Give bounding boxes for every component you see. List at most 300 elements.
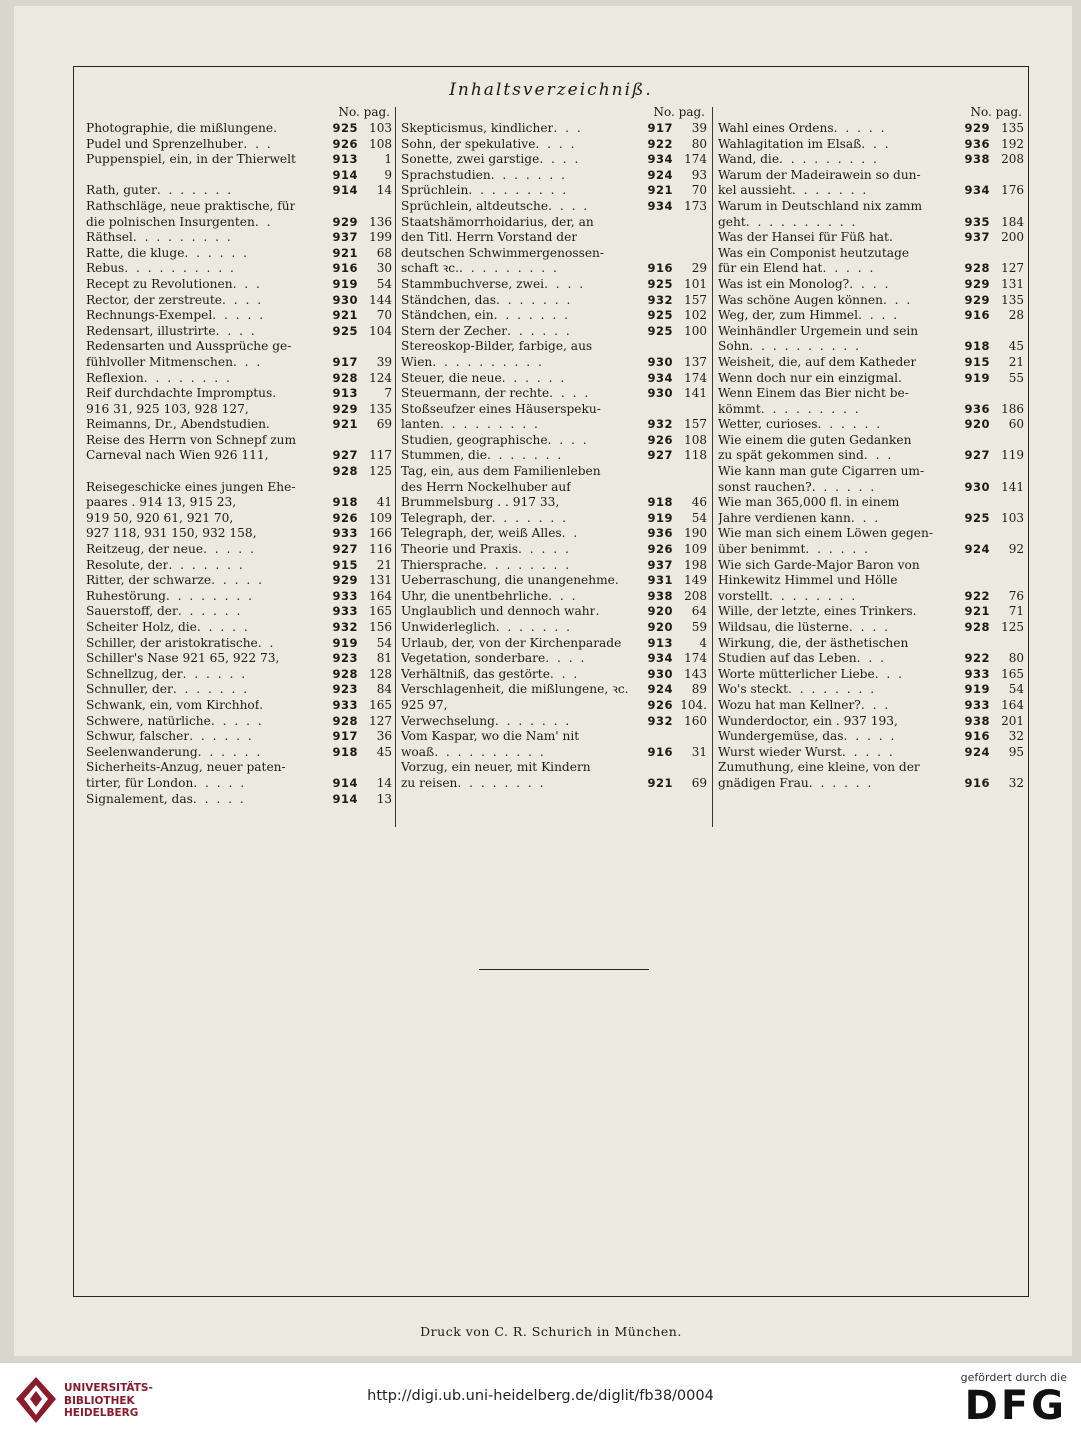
entry-title: über benimmt <box>718 542 806 557</box>
index-entry <box>86 417 392 433</box>
entry-issue-number: 919 <box>332 276 358 291</box>
entry-page: 190 <box>684 526 707 541</box>
entry-leader: . . . . . . . <box>168 557 245 572</box>
entry-leader: . . . . . . . . <box>788 682 877 697</box>
entry-title: Verwechselung <box>401 713 495 728</box>
entry-leader: . . . . . . . . . . <box>749 339 861 354</box>
index-entry <box>86 199 392 215</box>
entry-page: 54 <box>1008 682 1024 697</box>
entry-leader: . . . . . <box>203 542 256 557</box>
entry-page: 84 <box>376 682 392 697</box>
entry-leader: . . . . . . <box>817 417 883 432</box>
entry-leader: . . . . . <box>518 542 571 557</box>
entry-page: 4 <box>699 635 707 650</box>
entry-page: 141 <box>684 386 707 401</box>
entry-title: Scheiter Holz, die <box>86 620 197 634</box>
entry-page: 100 <box>684 323 707 338</box>
entry-page: 7 <box>384 386 392 401</box>
index-entry <box>86 121 392 137</box>
index-entry <box>86 137 392 153</box>
entry-leader: . . . <box>243 136 273 151</box>
index-entry <box>401 433 707 449</box>
entry-title: Puppenspiel, ein, in der Thierwelt <box>86 152 296 167</box>
entry-title: Sicherheits-Anzug, neuer paten- <box>86 760 286 775</box>
entry-title: Reif durchdachte Impromptus <box>86 386 273 401</box>
entry-issue-number: 917 <box>647 121 673 135</box>
entry-issue-number: 921 <box>964 604 990 619</box>
entry-issue-number: 928 <box>332 464 358 479</box>
entry-title: Redensart, illustrirte <box>86 323 216 338</box>
entry-title: Carneval nach Wien 926 111, <box>86 448 269 463</box>
entry-issue-number: 915 <box>332 557 358 572</box>
entry-page: 135 <box>1001 121 1024 135</box>
index-entry <box>718 386 1024 402</box>
entry-title: Sprachstudien <box>401 167 491 182</box>
entry-title: Ruhestörung <box>86 588 166 603</box>
index-entry <box>401 480 707 496</box>
index-entry <box>86 464 392 480</box>
index-entry <box>86 371 392 387</box>
entry-issue-number: 921 <box>332 417 358 432</box>
entry-page: 93 <box>691 167 707 182</box>
index-entry <box>718 308 1024 324</box>
entry-page: 136 <box>369 214 392 229</box>
index-entry <box>86 604 392 620</box>
entry-leader: . . . . <box>539 152 581 167</box>
entry-issue-number: 928 <box>332 713 358 728</box>
entry-page: 165 <box>369 604 392 619</box>
index-entry <box>86 246 392 262</box>
entry-leader: . . . . <box>548 198 590 213</box>
entry-issue-number: 933 <box>332 526 358 541</box>
index-entry <box>718 760 1024 776</box>
index-entry <box>401 589 707 605</box>
entry-title: Was der Hansei für Füß hat <box>718 230 889 245</box>
index-entry <box>401 558 707 574</box>
entry-title: Warum in Deutschland nix zamm <box>718 198 923 213</box>
entry-issue-number: 925 <box>647 276 673 291</box>
index-entry <box>718 667 1024 683</box>
entry-title: Hinkewitz Himmel und Hölle <box>718 573 898 588</box>
entry-leader: . . . . . . <box>182 666 248 681</box>
index-entry <box>86 558 392 574</box>
entry-leader: . . . . . . . . <box>457 775 546 790</box>
entry-issue-number: 924 <box>964 744 990 759</box>
entry-page: 143 <box>684 666 707 681</box>
entry-page: 198 <box>684 557 707 572</box>
entry-title: Wie kann man gute Cigarren um- <box>718 464 925 479</box>
entry-title: Schnuller, der <box>86 682 173 697</box>
entry-page: 109 <box>684 542 707 557</box>
entry-title: 916 31, 925 103, 928 127, <box>86 401 249 416</box>
entry-issue-number: 916 <box>964 308 990 323</box>
entry-issue-number: 931 <box>647 573 673 588</box>
entry-issue-number: 914 <box>332 183 358 198</box>
index-entry <box>401 199 707 215</box>
entry-title: Worte mütterlicher Liebe <box>718 666 875 681</box>
entry-page: 70 <box>691 183 707 198</box>
entry-issue-number: 913 <box>332 386 358 401</box>
entry-title: Wie man sich einem Löwen gegen- <box>718 526 933 541</box>
entry-title: Rathschläge, neue praktische, für <box>86 198 296 213</box>
entry-issue-number: 924 <box>964 542 990 557</box>
entry-issue-number: 919 <box>964 370 990 385</box>
index-entry <box>86 729 392 745</box>
entry-title: Telegraph, der, weiß Alles <box>401 526 562 541</box>
entry-issue-number: 923 <box>332 651 358 666</box>
entry-page: 81 <box>376 651 392 666</box>
entry-page: 102 <box>684 308 707 323</box>
entry-title: kömmt <box>718 401 761 416</box>
entry-issue-number: 929 <box>964 292 990 307</box>
index-entry <box>86 682 392 698</box>
entry-title: Urlaub, der, von der Kirchenparade <box>401 635 622 650</box>
entry-issue-number: 918 <box>964 339 990 354</box>
entry-title: den Titl. Herrn Vorstand der <box>401 230 578 245</box>
index-entry <box>718 495 1024 511</box>
entry-issue-number: 927 <box>332 448 358 463</box>
entry-page: 13 <box>376 791 392 806</box>
entry-issue-number: 930 <box>647 666 673 681</box>
entry-page: 128 <box>369 666 392 681</box>
index-entry <box>401 651 707 667</box>
index-entry <box>718 261 1024 277</box>
index-entry <box>86 760 392 776</box>
entry-issue-number: 937 <box>647 557 673 572</box>
entry-issue-number: 913 <box>332 152 358 167</box>
entry-title: Seelenwanderung <box>86 744 198 759</box>
entry-title: Sohn, der spekulative <box>401 136 536 151</box>
permalink-url[interactable]: http://digi.ub.uni-heidelberg.de/diglit/fb38/0004 <box>367 1388 714 1404</box>
index-entry <box>86 433 392 449</box>
entry-leader: . . . <box>882 292 913 307</box>
entry-page: 9 <box>384 167 392 182</box>
entry-issue-number: 919 <box>647 510 673 525</box>
entry-leader: . . . . . <box>841 744 895 759</box>
entry-title: fühlvoller Mitmenschen <box>86 354 233 369</box>
entry-page: 109 <box>369 510 392 525</box>
index-entry <box>401 636 707 652</box>
entry-issue-number: 921 <box>647 775 673 790</box>
index-entry <box>401 698 707 714</box>
entry-page: 141 <box>1001 479 1024 494</box>
entry-issue-number: 920 <box>647 604 673 619</box>
entry-page: 30 <box>376 261 392 276</box>
entry-page: 208 <box>684 588 707 603</box>
entry-title: Schwank, ein, vom Kirchhof <box>86 697 260 712</box>
entry-leader: . . . . . . . . . <box>132 230 233 245</box>
entry-leader: . . . . . . <box>811 479 877 494</box>
entry-title: zu spät gekommen sind <box>718 448 864 463</box>
entry-leader: . . . <box>232 354 263 369</box>
index-entry <box>401 495 707 511</box>
entry-issue-number: 933 <box>332 697 358 712</box>
index-entry <box>718 152 1024 168</box>
entry-title: Wildsau, die lüsterne <box>718 620 849 634</box>
entry-leader: . . . . . . . . . . <box>434 744 546 759</box>
entry-title: Wahl eines Ordens <box>718 121 834 135</box>
entry-page: 157 <box>684 292 707 307</box>
entry-title: gnädigen Frau <box>718 775 809 790</box>
entry-issue-number: 926 <box>332 136 358 151</box>
entry-title: Rebus <box>86 261 125 276</box>
entry-issue-number: 932 <box>647 713 673 728</box>
entry-page: 71 <box>1008 604 1024 619</box>
index-entry <box>86 651 392 667</box>
index-entry <box>86 776 392 792</box>
index-entry <box>718 417 1024 433</box>
index-entry <box>718 339 1024 355</box>
entry-page: 39 <box>376 354 392 369</box>
entry-issue-number: 932 <box>647 417 673 432</box>
index-entry <box>718 729 1024 745</box>
entry-page: 116 <box>369 542 392 557</box>
entry-title: Wirkung, die, der ästhetischen <box>718 635 909 650</box>
entry-page: 21 <box>1008 354 1024 369</box>
entry-title: Sauerstoff, der <box>86 604 178 619</box>
entry-page: 29 <box>691 261 707 276</box>
entry-title: Wurst wieder Wurst <box>718 744 842 759</box>
entry-leader: . . . . . <box>211 573 264 588</box>
entry-page: 135 <box>369 401 392 416</box>
entry-page: 64 <box>691 604 707 619</box>
entry-title: sonst rauchen? <box>718 479 812 494</box>
column-header: No. pag. <box>338 105 390 119</box>
entry-title: Reisegeschicke eines jungen Ehe- <box>86 479 296 494</box>
entry-page: 45 <box>1008 339 1024 354</box>
index-entry <box>401 448 707 464</box>
entry-page: 59 <box>691 620 707 634</box>
index-entry <box>86 573 392 589</box>
index-entry <box>86 636 392 652</box>
entry-issue-number: 930 <box>647 354 673 369</box>
entry-leader: . . . . . . . . . <box>779 152 879 167</box>
index-entry <box>718 573 1024 589</box>
entry-issue-number: 918 <box>332 744 358 759</box>
index-entry <box>718 215 1024 231</box>
entry-page: 32 <box>1008 775 1024 790</box>
entry-leader: . . . <box>549 666 580 681</box>
entry-leader: . . . . . . <box>177 604 243 619</box>
entry-title: Sohn <box>718 339 750 354</box>
entry-title: Wien <box>401 354 433 369</box>
library-name-line2: BIBLIOTHEK <box>64 1394 135 1407</box>
entry-issue-number: 921 <box>332 308 358 323</box>
entry-title: Schwur, falscher <box>86 729 190 744</box>
entry-title: Vom Kaspar, wo die Nam' nit <box>401 729 580 744</box>
entry-title: 919 50, 920 61, 921 70, <box>86 510 234 525</box>
entry-leader: . . . . . . . . . . <box>432 354 544 369</box>
index-column-3 <box>718 105 1024 792</box>
entry-title: die polnischen Insurgenten <box>86 214 255 229</box>
entry-leader: . . . . . . . . <box>769 588 858 603</box>
entry-title: Schwere, natürliche <box>86 713 211 728</box>
entry-title: lanten <box>401 417 440 432</box>
entry-issue-number: 936 <box>647 526 673 541</box>
entry-page: 131 <box>1001 276 1024 291</box>
index-entry <box>718 183 1024 199</box>
entry-leader: . . . . . . . <box>172 682 250 697</box>
entry-title: Stereoskop-Bilder, farbige, aus <box>401 339 593 354</box>
entry-issue-number: 938 <box>647 588 673 603</box>
entry-issue-number: 913 <box>647 635 673 650</box>
entry-page: 125 <box>1001 620 1024 634</box>
index-entry <box>401 464 707 480</box>
entry-page: 156 <box>369 620 392 634</box>
index-entry <box>401 776 707 792</box>
entry-page: 137 <box>684 354 707 369</box>
index-entry <box>86 168 392 184</box>
entry-title: woaß <box>401 744 435 759</box>
entry-issue-number: 929 <box>332 401 358 416</box>
entry-issue-number: 929 <box>964 276 990 291</box>
index-entry <box>86 293 392 309</box>
entry-title: Was ein Componist heutzutage <box>718 245 910 260</box>
entry-title: Ritter, der schwarze <box>86 573 212 588</box>
column-divider-1 <box>395 107 396 827</box>
entry-leader: . . <box>561 526 580 541</box>
entry-leader: . . . . . . . . <box>165 588 255 603</box>
entry-leader: . . . . . . . . . <box>760 401 861 416</box>
entry-title: Wie einem die guten Gedanken <box>718 432 912 447</box>
dfg-logo: DFG <box>964 1383 1067 1429</box>
index-entry <box>401 386 707 402</box>
index-entry <box>718 604 1024 620</box>
index-entry <box>718 776 1024 792</box>
entry-issue-number: 934 <box>964 183 990 198</box>
index-entry <box>86 589 392 605</box>
entry-issue-number: 923 <box>332 682 358 697</box>
index-entry <box>401 604 707 620</box>
entry-page: 31 <box>691 744 707 759</box>
viewer-footer <box>0 1362 1081 1443</box>
entry-leader: . <box>273 121 279 135</box>
funder-logo-block[interactable] <box>927 1371 1067 1428</box>
index-entry <box>401 402 707 418</box>
entry-title: deutschen Schwimmergenossen- <box>401 245 605 260</box>
entry-leader: . . . <box>232 276 262 291</box>
entry-title: geht <box>718 214 746 229</box>
index-entry <box>718 558 1024 574</box>
index-entry <box>401 277 707 293</box>
entry-title: Weinhändler Urgemein und sein <box>718 323 919 338</box>
entry-leader: . . . . <box>849 276 891 291</box>
index-entry <box>401 293 707 309</box>
index-entry <box>718 246 1024 262</box>
index-entry <box>718 682 1024 698</box>
entry-title: für ein Elend hat <box>718 261 823 276</box>
entry-title: Resolute, der <box>86 557 169 572</box>
entry-title: tirter, für London <box>86 775 194 790</box>
entry-leader: . . . . <box>535 136 577 151</box>
entry-title: Redensarten und Aussprüche ge- <box>86 339 292 354</box>
entry-page: 173 <box>684 198 707 213</box>
entry-page: 69 <box>691 775 707 790</box>
entry-page: 36 <box>376 729 392 744</box>
entry-page: 76 <box>1008 588 1024 603</box>
entry-leader: . . . . . <box>843 729 897 744</box>
entry-leader: . . . <box>860 697 891 712</box>
entry-issue-number: 933 <box>332 588 358 603</box>
entry-page: 174 <box>684 370 707 385</box>
entry-page: 103 <box>1001 510 1024 525</box>
entry-leader: . . . . . . . . <box>143 370 232 385</box>
entry-issue-number: 933 <box>964 697 990 712</box>
index-column-2 <box>401 105 707 792</box>
index-entry <box>86 511 392 527</box>
entry-title: Unwiderleglich <box>401 620 496 634</box>
entry-issue-number: 922 <box>647 136 673 151</box>
entry-title: Studien auf das Leben <box>718 651 857 666</box>
entry-issue-number: 921 <box>647 183 673 198</box>
entry-page: 165 <box>369 697 392 712</box>
library-name-line3: HEIDELBERG <box>64 1407 139 1419</box>
entry-title: Zumuthung, eine kleine, von der <box>718 760 920 775</box>
entry-page: 69 <box>376 417 392 432</box>
entry-title: Stummen, die <box>401 448 487 463</box>
entry-leader: . . . . <box>858 308 900 323</box>
entry-page: 54 <box>691 510 707 525</box>
entry-title: Schiller, der aristokratische <box>86 635 258 650</box>
entry-page: 131 <box>369 573 392 588</box>
index-entry <box>718 277 1024 293</box>
entry-title: 927 118, 931 150, 932 158, <box>86 526 257 541</box>
entry-leader: . . . . . . <box>189 729 254 744</box>
entry-issue-number: 914 <box>332 167 358 182</box>
entry-issue-number: 916 <box>332 261 358 276</box>
entry-issue-number: 919 <box>332 635 358 650</box>
entry-title: Wenn doch nur ein einzigmal <box>718 370 899 385</box>
entry-title: Stoßseufzer eines Häuserspeku- <box>401 401 601 416</box>
entry-page: 127 <box>1001 261 1024 276</box>
entry-issue-number: 936 <box>964 401 990 416</box>
index-entry <box>401 339 707 355</box>
entry-leader: . . . . . <box>833 121 887 135</box>
entry-page: 21 <box>376 557 392 572</box>
entry-title: Verhältniß, das gestörte <box>401 666 550 681</box>
entry-issue-number: 936 <box>964 136 990 151</box>
entry-page: 144 <box>369 292 392 307</box>
entry-title: Vegetation, sonderbare <box>401 651 546 666</box>
index-entry <box>86 526 392 542</box>
index-entry <box>401 714 707 730</box>
index-entry <box>718 542 1024 558</box>
entry-page: 95 <box>1008 744 1024 759</box>
entry-leader: . <box>272 386 279 401</box>
entry-page: 55 <box>1008 370 1024 385</box>
entry-issue-number: 937 <box>964 230 990 245</box>
entry-title: Ueberraschung, die unangenehme <box>401 573 615 588</box>
entry-title: des Herrn Nockelhuber auf <box>401 479 571 494</box>
index-entry <box>718 371 1024 387</box>
entry-page: 166 <box>369 526 392 541</box>
entry-issue-number: 933 <box>964 666 990 681</box>
entry-issue-number: 924 <box>647 167 673 182</box>
index-entry <box>718 651 1024 667</box>
entry-leader: . . . <box>553 121 583 135</box>
entry-leader: . . . . . <box>192 791 246 806</box>
entry-issue-number: 935 <box>964 214 990 229</box>
entry-title: Thiersprache <box>401 557 483 572</box>
entry-issue-number: 926 <box>332 510 358 525</box>
entry-leader: . . . . . . . <box>493 308 570 323</box>
entry-title: Unglaublich und dennoch wahr <box>401 604 596 619</box>
index-entry <box>718 355 1024 371</box>
index-entry <box>86 698 392 714</box>
index-entry <box>86 448 392 464</box>
index-entry <box>718 464 1024 480</box>
entry-title: Weg, der, zum Himmel <box>718 308 858 323</box>
